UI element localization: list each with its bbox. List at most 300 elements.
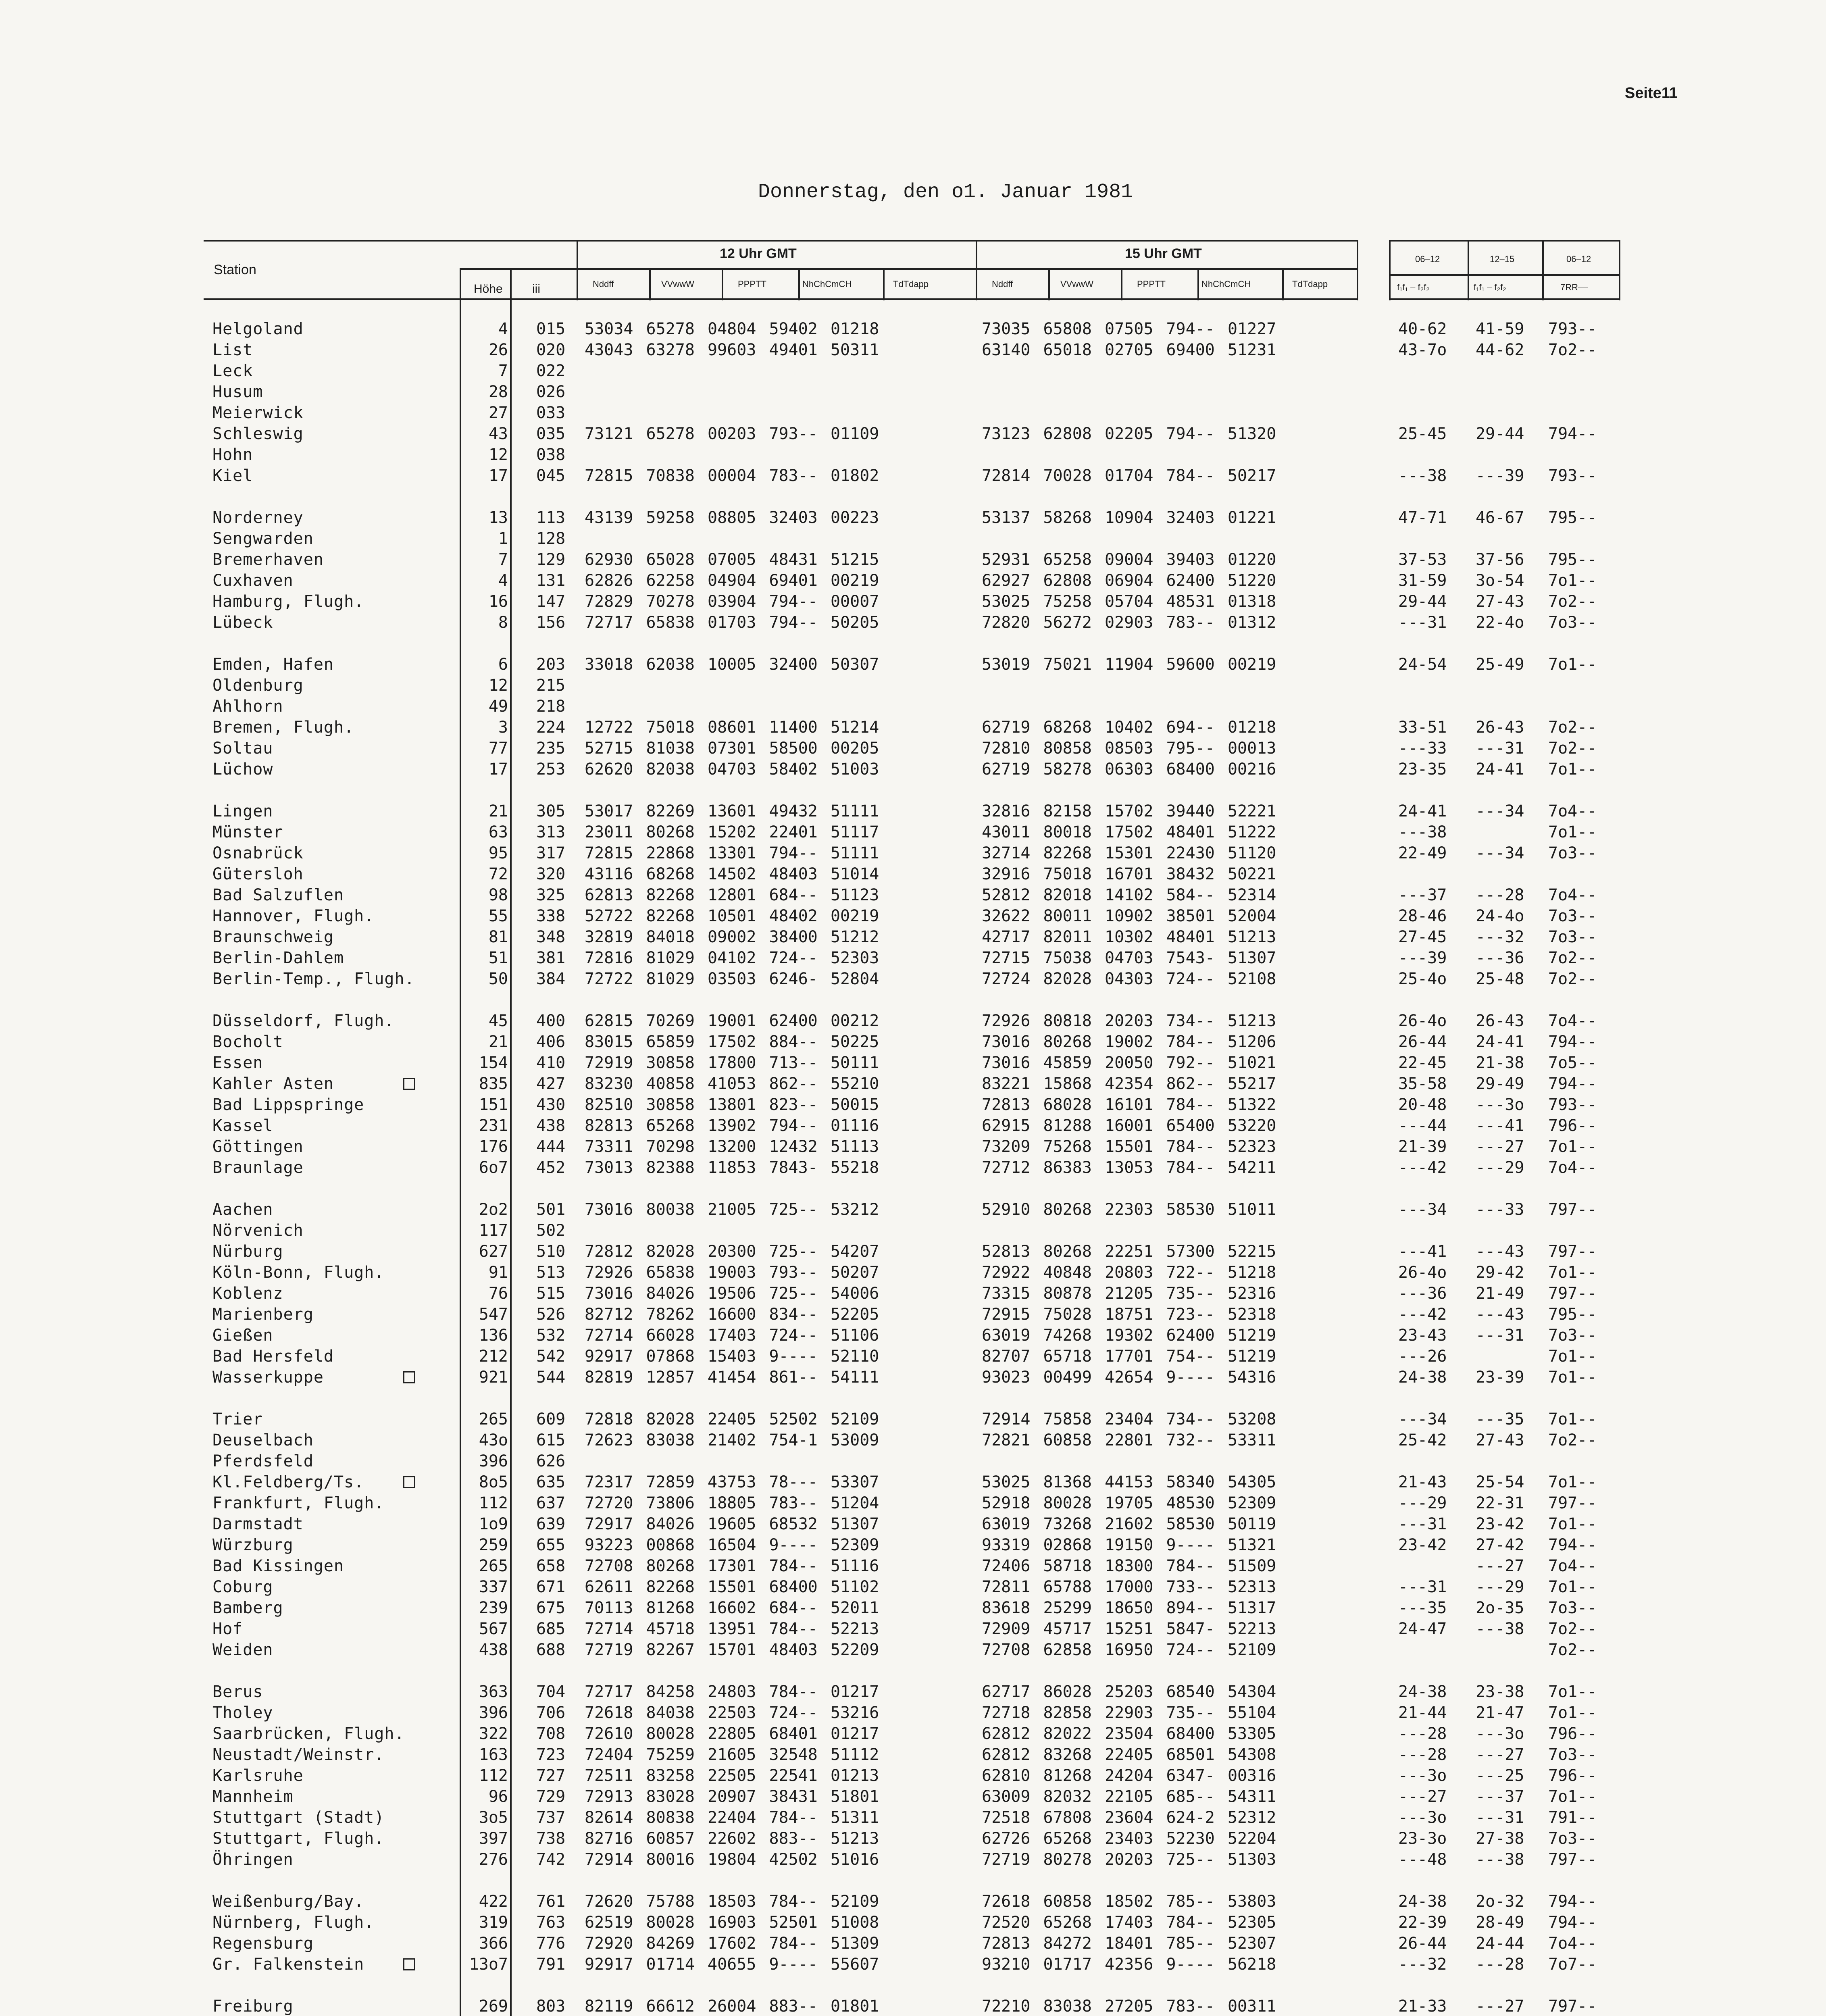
table-row	[0, 1535, 1826, 1556]
obs-12-utc: 73013 82388 11853 7843- 55218	[585, 1158, 879, 1177]
obs-12-utc: 72708 80268 17301 784-- 51116	[585, 1557, 879, 1575]
table-row	[0, 1556, 1826, 1577]
stat-12-15: 23-38	[1476, 1683, 1524, 1701]
station-height: 366	[479, 1934, 508, 1953]
table-row	[0, 1430, 1826, 1451]
station-height: 231	[479, 1116, 508, 1135]
station-height: 81	[488, 928, 508, 946]
station-height: 2o2	[479, 1200, 508, 1219]
station-name: Regensburg	[212, 1934, 314, 1953]
table-row	[0, 822, 1826, 843]
obs-12-utc: 72717 65838 01703 794-- 50205	[585, 613, 879, 632]
stat-rr-06-12: 7o2--	[1548, 1620, 1597, 1638]
station-height: 117	[479, 1221, 508, 1240]
stat-rr-06-12: 7o1--	[1548, 1347, 1597, 1366]
obs-15-utc: 93319 02868 19150 9---- 51321	[982, 1536, 1276, 1554]
table-row	[0, 1723, 1826, 1744]
stat-12-15: 27-43	[1476, 1431, 1524, 1450]
station-id: 026	[536, 383, 566, 401]
stat-06-12: ---35	[1398, 1599, 1447, 1617]
obs-12-utc: 72511 83258 22505 22541 01213	[585, 1766, 879, 1785]
station-id: 526	[536, 1305, 566, 1324]
obs-12-utc: 72920 84269 17602 784-- 51309	[585, 1934, 879, 1953]
obs-12-utc: 72914 80016 19804 42502 51016	[585, 1850, 879, 1869]
stat-06-12: 31-59	[1398, 571, 1447, 590]
obs-15-utc: 73209 75268 15501 784-- 52323	[982, 1137, 1276, 1156]
station-id: 742	[536, 1850, 566, 1869]
station-id: 438	[536, 1116, 566, 1135]
station-name: Köln-Bonn, Flugh.	[212, 1263, 385, 1282]
stat-12-15: 25-49	[1476, 655, 1524, 674]
station-name: Lingen	[212, 802, 273, 821]
sub-col-nhchcmch-15: NhChCmCH	[1201, 279, 1251, 289]
stat-12-15: ---3o	[1476, 1724, 1524, 1743]
stat-rr-06-12: 7o1--	[1548, 571, 1597, 590]
station-id: 515	[536, 1284, 566, 1303]
station-height: 3	[498, 718, 508, 737]
stat-06-12: ---32	[1398, 1955, 1447, 1974]
station-name: Würzburg	[212, 1536, 294, 1554]
stat-12-15: 2o-32	[1476, 1892, 1524, 1911]
station-name: Essen	[212, 1054, 263, 1072]
stat-12-15: ---38	[1476, 1850, 1524, 1869]
station-height: 43o	[479, 1431, 508, 1450]
stat-06-12: ---31	[1398, 613, 1447, 632]
stat-12-15: 22-31	[1476, 1494, 1524, 1512]
station-id: 147	[536, 592, 566, 611]
stat-12-15: 46-67	[1476, 508, 1524, 527]
obs-12-utc: 82716 60857 22602 883-- 51213	[585, 1829, 879, 1848]
stat-12-15: 29-44	[1476, 425, 1524, 443]
obs-12-utc: 72919 30858 17800 713-- 50111	[585, 1054, 879, 1072]
obs-12-utc: 43116 68268 14502 48403 51014	[585, 865, 879, 883]
stat-06-12: 43-7o	[1398, 341, 1447, 359]
table-row	[0, 1493, 1826, 1514]
station-height: 17	[488, 760, 508, 779]
sub-col-tdtdapp-12: TdTdapp	[893, 279, 929, 289]
station-name: Husum	[212, 383, 263, 401]
station-name: Braunschweig	[212, 928, 334, 946]
station-name: Ahlhorn	[212, 697, 283, 716]
obs-12-utc: 32819 84018 09002 38400 51212	[585, 928, 879, 946]
stat-rr-06-12: 7o1--	[1548, 1410, 1597, 1429]
iii-header: iii	[532, 282, 540, 296]
s2-top-header: 12–15	[1490, 254, 1515, 264]
station-name: Trier	[212, 1410, 263, 1429]
station-id: 033	[536, 404, 566, 422]
station-id: 708	[536, 1724, 566, 1743]
stat-06-12: ---34	[1398, 1410, 1447, 1429]
table-row	[0, 339, 1826, 360]
obs-15-utc: 72715 75038 04703 7543- 51307	[982, 949, 1276, 967]
obs-12-utc: 82119 66612 26004 883-- 01801	[585, 1997, 879, 2016]
station-id: 655	[536, 1536, 566, 1554]
obs-12-utc: 72829 70278 03904 794-- 00007	[585, 592, 879, 611]
stat-12-15: ---28	[1476, 1955, 1524, 1974]
station-name: Leck	[212, 362, 253, 380]
obs-15-utc: 73123 62808 02205 794-- 51320	[982, 425, 1276, 443]
station-name: Gießen	[212, 1326, 273, 1345]
stat-12-15: 21-47	[1476, 1704, 1524, 1722]
obs-15-utc: 72718 82858 22903 735-- 55104	[982, 1704, 1276, 1722]
sub-col-vvwww-15: VVwwW	[1060, 279, 1093, 289]
station-id: 305	[536, 802, 566, 821]
stat-06-12: 23-3o	[1398, 1829, 1447, 1848]
station-name: Nörvenich	[212, 1221, 304, 1240]
obs-15-utc: 43011 80018 17502 48401 51222	[982, 823, 1276, 841]
obs-12-utc: 62930 65028 07005 48431 51215	[585, 550, 879, 569]
stat-rr-06-12: 795--	[1548, 1305, 1597, 1324]
station-height: 76	[488, 1284, 508, 1303]
station-height: 51	[488, 949, 508, 967]
table-row	[0, 549, 1826, 570]
station-height: 154	[479, 1054, 508, 1072]
table-row	[0, 1451, 1826, 1472]
stat-rr-06-12: 7o1--	[1548, 1368, 1597, 1387]
table-row	[0, 717, 1826, 738]
stat-rr-06-12: 793--	[1548, 320, 1597, 338]
obs-12-utc: 83230 40858 41053 862-- 55210	[585, 1075, 879, 1093]
obs-15-utc: 53137 58268 10904 32403 01221	[982, 508, 1276, 527]
station-name: Bremerhaven	[212, 550, 324, 569]
table-row	[0, 1996, 1826, 2016]
obs-12-utc: 62611 82268 15501 68400 51102	[585, 1578, 879, 1596]
stat-06-12: ---31	[1398, 1515, 1447, 1533]
obs-15-utc: 52918 80028 19705 48530 52309	[982, 1494, 1276, 1512]
table-row	[0, 1031, 1826, 1052]
table-row	[0, 528, 1826, 549]
station-height: 6	[498, 655, 508, 674]
table-row	[0, 612, 1826, 633]
stat-06-12: ---44	[1398, 1116, 1447, 1135]
obs-12-utc: 72404 75259 21605 32548 51112	[585, 1745, 879, 1764]
obs-12-utc: 72714 66028 17403 724-- 51106	[585, 1326, 879, 1345]
station-id: 803	[536, 1997, 566, 2016]
table-row	[0, 738, 1826, 759]
stat-12-15: ---38	[1476, 1620, 1524, 1638]
stat-06-12: ---29	[1398, 1494, 1447, 1512]
obs-15-utc: 72820 56272 02903 783-- 01312	[982, 613, 1276, 632]
station-name: Nürnberg, Flugh.	[212, 1913, 375, 1932]
obs-12-utc: 92917 01714 40655 9---- 55607	[585, 1955, 879, 1974]
obs-12-utc: 72610 80028 22805 68401 01217	[585, 1724, 879, 1743]
table-row	[0, 1849, 1826, 1870]
table-row	[0, 801, 1826, 822]
station-name: Düsseldorf, Flugh.	[212, 1012, 395, 1030]
obs-15-utc: 52812 82018 14102 584-- 52314	[982, 886, 1276, 904]
s1-top-header: 06–12	[1415, 254, 1440, 264]
stat-12-15: ---31	[1476, 1808, 1524, 1827]
table-row	[0, 843, 1826, 864]
station-height: 21	[488, 802, 508, 821]
stat-06-12: 21-39	[1398, 1137, 1447, 1156]
station-name: Bad Kissingen	[212, 1557, 344, 1575]
station-id: 542	[536, 1347, 566, 1366]
s3-bottom-header: 7RR––	[1560, 282, 1588, 292]
station-id: 637	[536, 1494, 566, 1512]
obs-15-utc: 63140 65018 02705 69400 51231	[982, 341, 1276, 359]
station-height: 276	[479, 1850, 508, 1869]
station-id: 215	[536, 676, 566, 695]
obs-12-utc: 82614 80838 22404 784-- 51311	[585, 1808, 879, 1827]
obs-12-utc: 72623 83038 21402 754-1 53009	[585, 1431, 879, 1450]
station-height: 26	[488, 341, 508, 359]
stat-06-12: 23-43	[1398, 1326, 1447, 1345]
sub-col-nddff-15: Nddff	[992, 279, 1013, 289]
stat-rr-06-12: 796--	[1548, 1724, 1597, 1743]
obs-15-utc: 62915 81288 16001 65400 53220	[982, 1116, 1276, 1135]
stat-12-15: 26-43	[1476, 1012, 1524, 1030]
stat-rr-06-12: 7o4--	[1548, 802, 1597, 821]
station-height: 28	[488, 383, 508, 401]
station-id: 406	[536, 1033, 566, 1051]
station-name: Bamberg	[212, 1599, 283, 1617]
station-id: 317	[536, 844, 566, 862]
table-row	[0, 1052, 1826, 1073]
station-height: 63	[488, 823, 508, 841]
stat-06-12: ---28	[1398, 1745, 1447, 1764]
obs-12-utc: 72618 84038 22503 724-- 53216	[585, 1704, 879, 1722]
stat-rr-06-12: 7o3--	[1548, 844, 1597, 862]
stat-12-15: ---3o	[1476, 1095, 1524, 1114]
obs-15-utc: 73016 80268 19002 784-- 51206	[982, 1033, 1276, 1051]
station-id: 131	[536, 571, 566, 590]
station-name: Berus	[212, 1683, 263, 1701]
stat-12-15: ---35	[1476, 1410, 1524, 1429]
stat-12-15: 21-38	[1476, 1054, 1524, 1072]
stat-06-12: 21-33	[1398, 1997, 1447, 2016]
date-line: Donnerstag, den o1. Januar 1981	[758, 181, 1133, 204]
obs-12-utc: 93223 00868 16504 9---- 52309	[585, 1536, 879, 1554]
table-row	[0, 948, 1826, 968]
station-height: 212	[479, 1347, 508, 1366]
station-name: Helgoland	[212, 320, 304, 338]
stat-12-15: ---27	[1476, 1137, 1524, 1156]
stat-06-12: 35-58	[1398, 1075, 1447, 1093]
group-12-header: 12 Uhr GMT	[720, 246, 797, 261]
obs-12-utc: 82819 12857 41454 861-- 54111	[585, 1368, 879, 1387]
stat-rr-06-12: 794--	[1548, 1913, 1597, 1932]
stat-06-12: ---27	[1398, 1787, 1447, 1806]
station-id: 035	[536, 425, 566, 443]
stat-12-15: ---29	[1476, 1158, 1524, 1177]
station-height: 396	[479, 1704, 508, 1722]
stat-06-12: ---37	[1398, 886, 1447, 904]
station-name: List	[212, 341, 253, 359]
obs-12-utc: 73016 84026 19506 725-- 54006	[585, 1284, 879, 1303]
obs-15-utc: 53019 75021 11904 59600 00219	[982, 655, 1276, 674]
station-name: Hamburg, Flugh.	[212, 592, 364, 611]
page-number: Seite11	[1625, 85, 1678, 102]
obs-12-utc: 72913 83028 20907 38431 51801	[585, 1787, 879, 1806]
station-id: 763	[536, 1913, 566, 1932]
station-height: 265	[479, 1557, 508, 1575]
stat-12-15: 23-42	[1476, 1515, 1524, 1533]
stat-06-12: 24-38	[1398, 1683, 1447, 1701]
table-row	[0, 1073, 1826, 1094]
obs-15-utc: 72909 45717 15251 5847- 52213	[982, 1620, 1276, 1638]
obs-15-utc: 72810 80858 08503 795-- 00013	[982, 739, 1276, 758]
obs-15-utc: 52910 80268 22303 58530 51011	[982, 1200, 1276, 1219]
station-name: Aachen	[212, 1200, 273, 1219]
stat-rr-06-12: 7o1--	[1548, 1263, 1597, 1282]
stat-12-15: ---28	[1476, 886, 1524, 904]
station-height: 21	[488, 1033, 508, 1051]
obs-15-utc: 53025 75258 05704 48531 01318	[982, 592, 1276, 611]
station-name: Gr. Falkenstein	[212, 1955, 364, 1974]
obs-12-utc: 43139 59258 08805 32403 00223	[585, 508, 879, 527]
obs-12-utc: 72620 75788 18503 784-- 52109	[585, 1892, 879, 1911]
stat-12-15: 2o-35	[1476, 1599, 1524, 1617]
obs-15-utc: 42717 82011 10302 48401 51213	[982, 928, 1276, 946]
station-height: 4	[498, 320, 508, 338]
obs-15-utc: 63009 82032 22105 685-- 54311	[982, 1787, 1276, 1806]
station-name: Bad Hersfeld	[212, 1347, 334, 1366]
obs-12-utc: 52722 82268 10501 48402 00219	[585, 907, 879, 925]
station-height: 438	[479, 1641, 508, 1659]
obs-15-utc: 82707 65718 17701 754-- 51219	[982, 1347, 1276, 1366]
stat-12-15: ---31	[1476, 739, 1524, 758]
stat-rr-06-12: 7o2--	[1548, 341, 1597, 359]
table-row	[0, 570, 1826, 591]
station-height: 112	[479, 1766, 508, 1785]
obs-15-utc: 72406 58718 18300 784-- 51509	[982, 1557, 1276, 1575]
station-name: Kl.Feldberg/Ts.	[212, 1473, 364, 1491]
table-row	[0, 1786, 1826, 1807]
station-id: 022	[536, 362, 566, 380]
station-id: 430	[536, 1095, 566, 1114]
station-id: 129	[536, 550, 566, 569]
station-name: Freiburg	[212, 1997, 294, 2016]
table-row	[0, 1157, 1826, 1178]
obs-12-utc: 72815 70838 00004 783-- 01802	[585, 467, 879, 485]
stat-12-15: ---33	[1476, 1200, 1524, 1219]
table-row	[0, 1702, 1826, 1723]
station-id: 015	[536, 320, 566, 338]
table-row	[0, 654, 1826, 675]
station-height: 112	[479, 1494, 508, 1512]
station-height: 163	[479, 1745, 508, 1764]
obs-12-utc: 62813 82268 12801 684-- 51123	[585, 886, 879, 904]
obs-15-utc: 72520 65268 17403 784-- 52305	[982, 1913, 1276, 1932]
station-id: 128	[536, 529, 566, 548]
station-height: 96	[488, 1787, 508, 1806]
table-row	[0, 968, 1826, 989]
obs-15-utc: 62927 62808 06904 62400 51220	[982, 571, 1276, 590]
station-name: Pferdsfeld	[212, 1452, 314, 1470]
station-name: Lübeck	[212, 613, 273, 632]
table-row	[0, 1807, 1826, 1828]
table-row	[0, 885, 1826, 906]
stat-06-12: 20-48	[1398, 1095, 1447, 1114]
station-id: 688	[536, 1641, 566, 1659]
stat-06-12: ---3o	[1398, 1808, 1447, 1827]
station-name: Weißenburg/Bay.	[212, 1892, 364, 1911]
hoehe-header: Höhe	[474, 282, 503, 296]
stat-12-15: 27-38	[1476, 1829, 1524, 1848]
stat-rr-06-12: 797--	[1548, 1242, 1597, 1261]
obs-15-utc: 93023 00499 42654 9---- 54316	[982, 1368, 1276, 1387]
stat-12-15: 25-54	[1476, 1473, 1524, 1491]
stat-12-15: 41-59	[1476, 320, 1524, 338]
obs-15-utc: 32714 82268 15301 22430 51120	[982, 844, 1276, 862]
station-name: Kahler Asten	[212, 1075, 334, 1093]
station-id: 685	[536, 1620, 566, 1638]
stat-12-15: 23-39	[1476, 1368, 1524, 1387]
stat-rr-06-12: 797--	[1548, 1200, 1597, 1219]
stat-12-15: 24-44	[1476, 1934, 1524, 1953]
table-row	[0, 1954, 1826, 1975]
obs-15-utc: 32622 80011 10902 38501 52004	[982, 907, 1276, 925]
stat-rr-06-12: 794--	[1548, 425, 1597, 443]
stat-rr-06-12: 7o3--	[1548, 907, 1597, 925]
table-row	[0, 927, 1826, 948]
station-height: 176	[479, 1137, 508, 1156]
obs-12-utc: 72926 65838 19003 793-- 50207	[585, 1263, 879, 1282]
obs-15-utc: 73315 80878 21205 735-- 52316	[982, 1284, 1276, 1303]
table-row	[0, 1094, 1826, 1115]
stat-rr-06-12: 7o1--	[1548, 1683, 1597, 1701]
table-row	[0, 1199, 1826, 1220]
station-name: Bad Lippspringe	[212, 1095, 364, 1114]
station-name: Cuxhaven	[212, 571, 294, 590]
stat-rr-06-12: 791--	[1548, 1808, 1597, 1827]
station-name: Wasserkuppe	[212, 1368, 324, 1387]
station-name: Stuttgart (Stadt)	[212, 1808, 385, 1827]
station-height: 921	[479, 1368, 508, 1387]
station-height: 16	[488, 592, 508, 611]
stat-rr-06-12: 7o1--	[1548, 1515, 1597, 1533]
station-height: 1o9	[479, 1515, 508, 1533]
stat-06-12: 22-45	[1398, 1054, 1447, 1072]
table-row	[0, 696, 1826, 717]
stat-12-15: 25-48	[1476, 970, 1524, 988]
table-row	[0, 402, 1826, 423]
table-row	[0, 381, 1826, 402]
stat-rr-06-12: 7o3--	[1548, 1599, 1597, 1617]
obs-15-utc: 62719 58278 06303 68400 00216	[982, 760, 1276, 779]
stat-12-15: ---43	[1476, 1242, 1524, 1261]
stat-12-15: 22-4o	[1476, 613, 1524, 632]
station-id: 224	[536, 718, 566, 737]
station-name: Kiel	[212, 467, 253, 485]
obs-15-utc: 62719 68268 10402 694-- 01218	[982, 718, 1276, 737]
stat-12-15: ---41	[1476, 1116, 1524, 1135]
station-name: Hannover, Flugh.	[212, 907, 375, 925]
stat-rr-06-12: 794--	[1548, 1075, 1597, 1093]
table-row	[0, 1367, 1826, 1388]
obs-12-utc: 72815 22868 13301 794-- 51111	[585, 844, 879, 862]
station-name: Emden, Hafen	[212, 655, 334, 674]
obs-12-utc: 72818 82028 22405 52502 52109	[585, 1410, 879, 1429]
obs-12-utc: 53034 65278 04804 59402 01218	[585, 320, 879, 338]
obs-15-utc: 83221 15868 42354 862-- 55217	[982, 1075, 1276, 1093]
station-id: 320	[536, 865, 566, 883]
station-id: 729	[536, 1787, 566, 1806]
stat-06-12: 23-42	[1398, 1536, 1447, 1554]
obs-15-utc: 72821 60858 22801 732-- 53311	[982, 1431, 1276, 1450]
station-height: 422	[479, 1892, 508, 1911]
station-height: 95	[488, 844, 508, 862]
station-height: 269	[479, 1997, 508, 2016]
table-row	[0, 1639, 1826, 1660]
station-height: 91	[488, 1263, 508, 1282]
table-row	[0, 319, 1826, 339]
station-name: Göttingen	[212, 1137, 304, 1156]
stat-rr-06-12: 7o2--	[1548, 970, 1597, 988]
station-height: 45	[488, 1012, 508, 1030]
table-row	[0, 864, 1826, 885]
